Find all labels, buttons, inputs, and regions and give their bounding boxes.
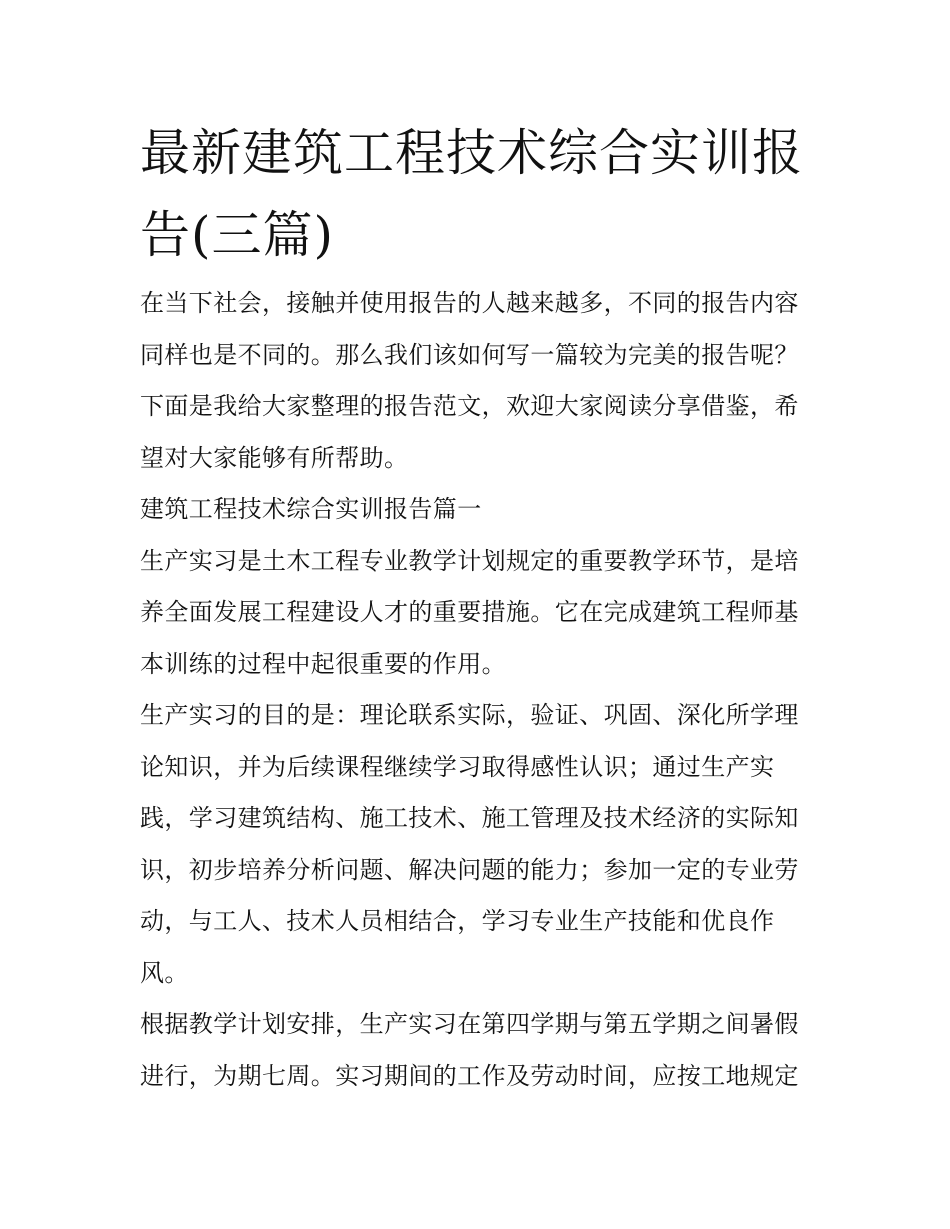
section-heading: 建筑工程技术综合实训报告篇一	[140, 495, 482, 523]
intro-paragraph: 在当下社会，接触并使用报告的人越来越多，不同的报告内容同样也是不同的。那么我们该如何写一篇较为完美的报告呢？下面是我给大家整理的报告范文，欢迎大家阅读分享借鉴，希望对大家能够有所帮助。	[140, 289, 799, 472]
body-paragraph: 生产实习的目的是：理论联系实际，验证、巩固、深化所学理论知识，并为后续课程继续学习取得感性认识；通过生产实践，学习建筑结构、施工技术、施工管理及技术经济的实际知识，初步培养分析问题、解决问题的能力；参加一定的专业劳动，与工人、技术人员相结合，学习专业生产技能和优良作风。	[140, 701, 799, 987]
body-paragraph: 根据教学计划安排，生产实习在第四学期与第五学期之间暑假进行，为期七周。实习期间的工作及劳动时间，应按工地规定	[140, 1010, 799, 1090]
document-title: 最新建筑工程技术综合实训报告(三篇)	[140, 124, 803, 264]
body-paragraph: 生产实习是土木工程专业教学计划规定的重要教学环节，是培养全面发展工程建设人才的重要措施。它在完成建筑工程师基本训练的过程中起很重要的作用。	[140, 546, 799, 678]
document-body	[140, 278, 815, 1102]
